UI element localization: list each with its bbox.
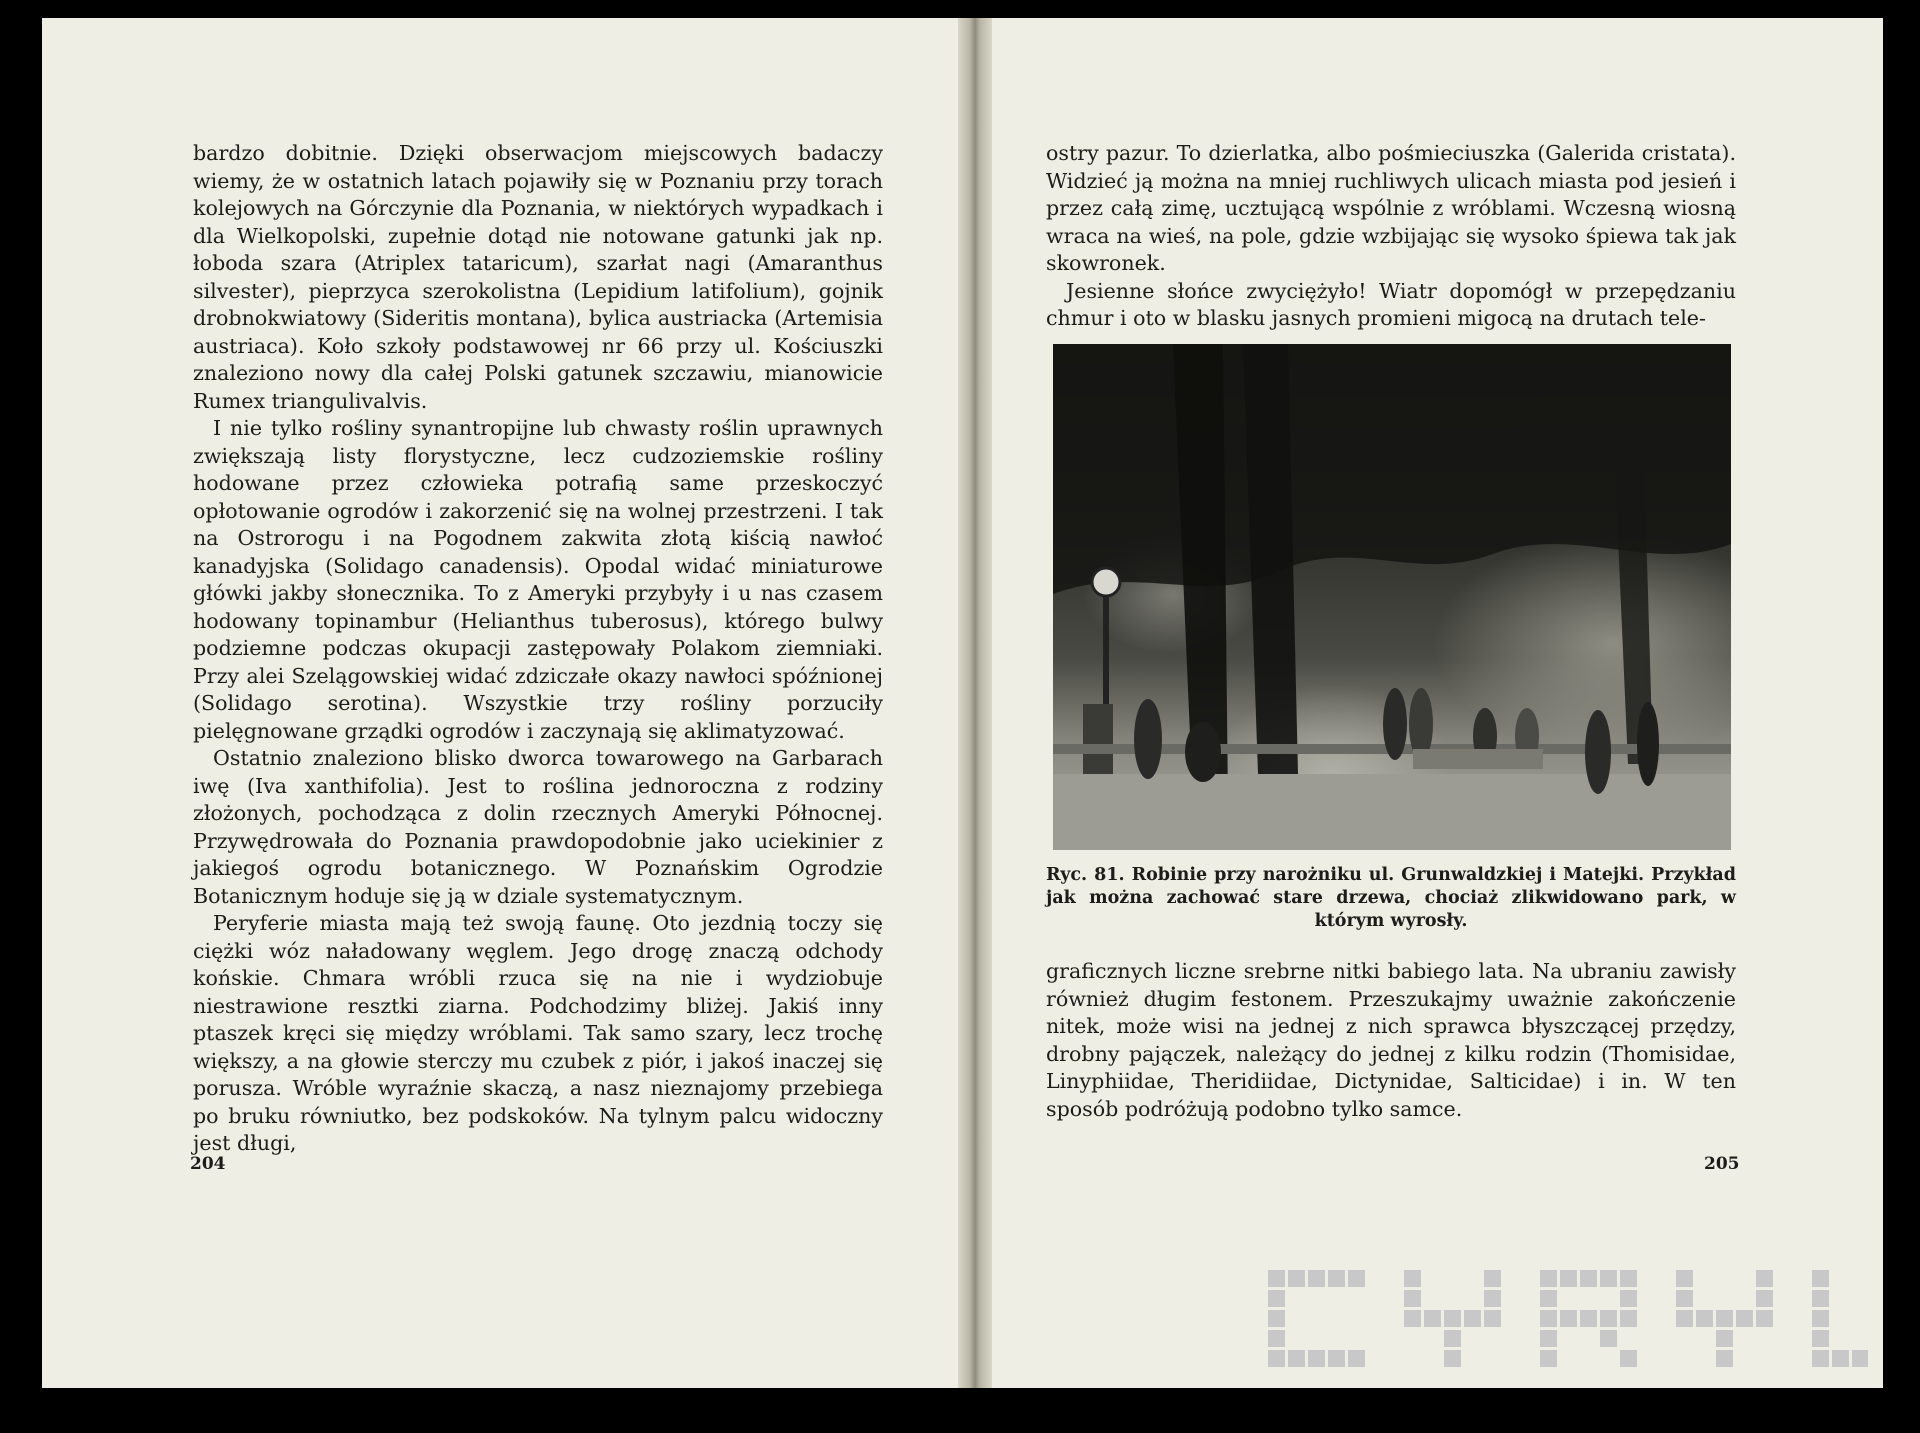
watermark-block [1620, 1310, 1637, 1327]
cyryl-watermark-logo [1268, 1270, 1868, 1394]
watermark-block [1484, 1270, 1501, 1287]
paragraph: Jesienne słońce zwyciężyło! Wiatr dopomógł w przepędzaniu chmur i oto w blasku jasnych promieni migocą na drutach tele- [1046, 278, 1736, 330]
watermark-block [1676, 1310, 1693, 1327]
paragraph: I nie tylko rośliny synantropijne lub chwasty roślin uprawnych zwiększają listy florystyczne, lecz cudzoziemskie rośliny hodowane przez człowieka potrafią same przeskoczyć opłotowanie ogrodów i zakorzenić się na wolnej przestrzeni. I tak na Ostrorogu i na Pogodnem zakwita złotą kiścią nawłoć kanadyjska (Solidago canadensis). Opodal widać miniaturowe główki jakby słonecznika. To z Ameryki przybyły i u nas czasem hodowany topinambur (Helianthus tuberosus), którego bulwy podziemne podczas okupacji zastępowały Polakom ziemniaki. Przy alei Szelągowskiej widać zdziczałe okazy nawłoci spóźnionej (Solidago serotina). Wszystkie trzy rośliny porzuciły pielęgnowane grządki ogrodów i zaczynają się aklimatyzować. [193, 416, 883, 743]
watermark-block [1424, 1310, 1441, 1327]
watermark-block [1600, 1270, 1617, 1287]
paragraph: ostry pazur. To dzierlatka, albo pośmieciuszka (Galerida cristata). Widzieć ją można na mniej ruchliwych ulicach miasta pod jesień i przez całą zimę, ucztującą wspólnie z wróblami. Wczesną wiosną wraca na wieś, na pole, gdzie wzbijając się wysoko śpiewa tak jak skowronek. [1046, 141, 1736, 275]
figure-photo-robinia-trees [1053, 344, 1731, 850]
watermark-block [1852, 1350, 1868, 1367]
paragraph: graficznych liczne srebrne nitki babiego lata. Na ubraniu zawisły również długim festonem. Przeszukajmy uważnie zakończenie nitek, może wisi na jednej z nich sprawca błyszczącej przędzy, drobny pajączek, należący do jednej z kilku rodzin (Thomisidae, Linyphiidae, Theridiidae, Dictynidae, Salticidae) i in. W ten sposób podróżują podobno tylko samce. [1046, 959, 1736, 1121]
watermark-block [1268, 1310, 1285, 1327]
watermark-block [1268, 1270, 1285, 1287]
watermark-block [1540, 1310, 1557, 1327]
watermark-block [1812, 1350, 1829, 1367]
photo-scene [1053, 344, 1731, 850]
watermark-block [1288, 1350, 1305, 1367]
watermark-block [1736, 1310, 1753, 1327]
watermark-block [1620, 1290, 1637, 1307]
watermark-block [1812, 1270, 1829, 1287]
watermark-block [1328, 1270, 1345, 1287]
watermark-block [1716, 1310, 1733, 1327]
watermark-block [1348, 1270, 1365, 1287]
watermark-block [1756, 1290, 1773, 1307]
watermark-block [1676, 1270, 1693, 1287]
watermark-block [1328, 1350, 1345, 1367]
watermark-block [1756, 1270, 1773, 1287]
watermark-block [1308, 1270, 1325, 1287]
watermark-block [1540, 1350, 1557, 1367]
watermark-block [1560, 1310, 1577, 1327]
watermark-block [1580, 1270, 1597, 1287]
paragraph: bardzo dobitnie. Dzięki obserwacjom miejscowych badaczy wiemy, że w ostatnich latach pojawiły się w Poznaniu przy torach kolejowych na Górczynie dla Poznania, w niektórych wypadkach i dla Wielkopolski, zupełnie dotąd nie notowane gatunki jak np. łoboda szara (Atriplex tataricum), szarłat nagi (Amaranthus silvester), pieprzyca szerokolistna (Lepidium latifolium), gojnik drobnokwiatowy (Sideritis montana), bylica austriacka (Artemisia austriaca). Koło szkoły podstawowej nr 66 przy ul. Kościuszki znaleziono nowy dla całej Polski gatunek szczawiu, mianowicie Rumex triangulivalvis. [193, 141, 883, 413]
watermark-block [1812, 1310, 1829, 1327]
watermark-block [1268, 1330, 1285, 1347]
left-page-text [193, 140, 883, 1158]
watermark-block [1832, 1350, 1849, 1367]
watermark-block [1540, 1330, 1557, 1347]
watermark-block [1716, 1330, 1733, 1347]
watermark-block [1288, 1270, 1305, 1287]
watermark-block [1444, 1330, 1461, 1347]
paragraph: Peryferie miasta mają też swoją faunę. Oto jezdnią toczy się ciężki wóz naładowany węglem. Jego drogę znaczą odchody końskie. Chmara wróbli rzuca się na nie i wydziobuje niestrawione resztki ziarna. Podchodzimy bliżej. Jakiś inny ptaszek kręci się między wróblami. Tak samo szary, lecz trochę większy, a na głowie sterczy mu czubek z piór, i jakoś inaczej się porusza. Wróble wyraźnie skaczą, a nasz nieznajomy przebiega po bruku równiutko, bez podskoków. Na tylnym palcu widoczny jest długi, [193, 911, 883, 1155]
watermark-block [1348, 1350, 1365, 1367]
watermark-block [1404, 1270, 1421, 1287]
paragraph: Ostatnio znaleziono blisko dworca towarowego na Garbarach iwę (Iva xanthifolia). Jest to roślina jednoroczna z rodziny złożonych, pochodząca z dolin rzecznych Ameryki Północnej. Przywędrowała do Poznania prawdopodobnie jako uciekinier z jakiegoś ogrodu botanicznego. W Poznańskim Ogrodzie Botanicznym hoduje się ją w dziale systematycznym. [193, 746, 883, 908]
watermark-block [1600, 1330, 1617, 1347]
watermark-block [1676, 1290, 1693, 1307]
watermark-block [1756, 1310, 1773, 1327]
page-number-right: 205 [1704, 1154, 1740, 1174]
watermark-pixel-letters [1268, 1270, 1868, 1390]
watermark-block [1812, 1290, 1829, 1307]
watermark-block [1444, 1350, 1461, 1367]
watermark-block [1540, 1270, 1557, 1287]
watermark-block [1484, 1310, 1501, 1327]
watermark-block [1560, 1270, 1577, 1287]
watermark-block [1464, 1310, 1481, 1327]
watermark-block [1444, 1310, 1461, 1327]
watermark-block [1716, 1350, 1733, 1367]
watermark-block [1620, 1350, 1637, 1367]
watermark-block [1404, 1310, 1421, 1327]
right-page-text-top [1046, 140, 1736, 333]
watermark-block [1268, 1350, 1285, 1367]
page-number-left: 204 [190, 1154, 226, 1174]
watermark-block [1580, 1310, 1597, 1327]
watermark-block [1308, 1350, 1325, 1367]
watermark-block [1620, 1270, 1637, 1287]
figure-caption: Ryc. 81. Robinie przy narożniku ul. Grunwaldzkiej i Matejki. Przykład jak można zachować stare drzewa, chociaż zlikwidowano park, w którym wyrosły. [1046, 865, 1736, 931]
watermark-block [1484, 1290, 1501, 1307]
watermark-block [1600, 1310, 1617, 1327]
watermark-block [1812, 1330, 1829, 1347]
watermark-block [1696, 1310, 1713, 1327]
watermark-block [1404, 1290, 1421, 1307]
right-page-text-bottom [1046, 958, 1736, 1123]
watermark-block [1268, 1290, 1285, 1307]
book-spine [958, 18, 992, 1388]
watermark-block [1540, 1290, 1557, 1307]
